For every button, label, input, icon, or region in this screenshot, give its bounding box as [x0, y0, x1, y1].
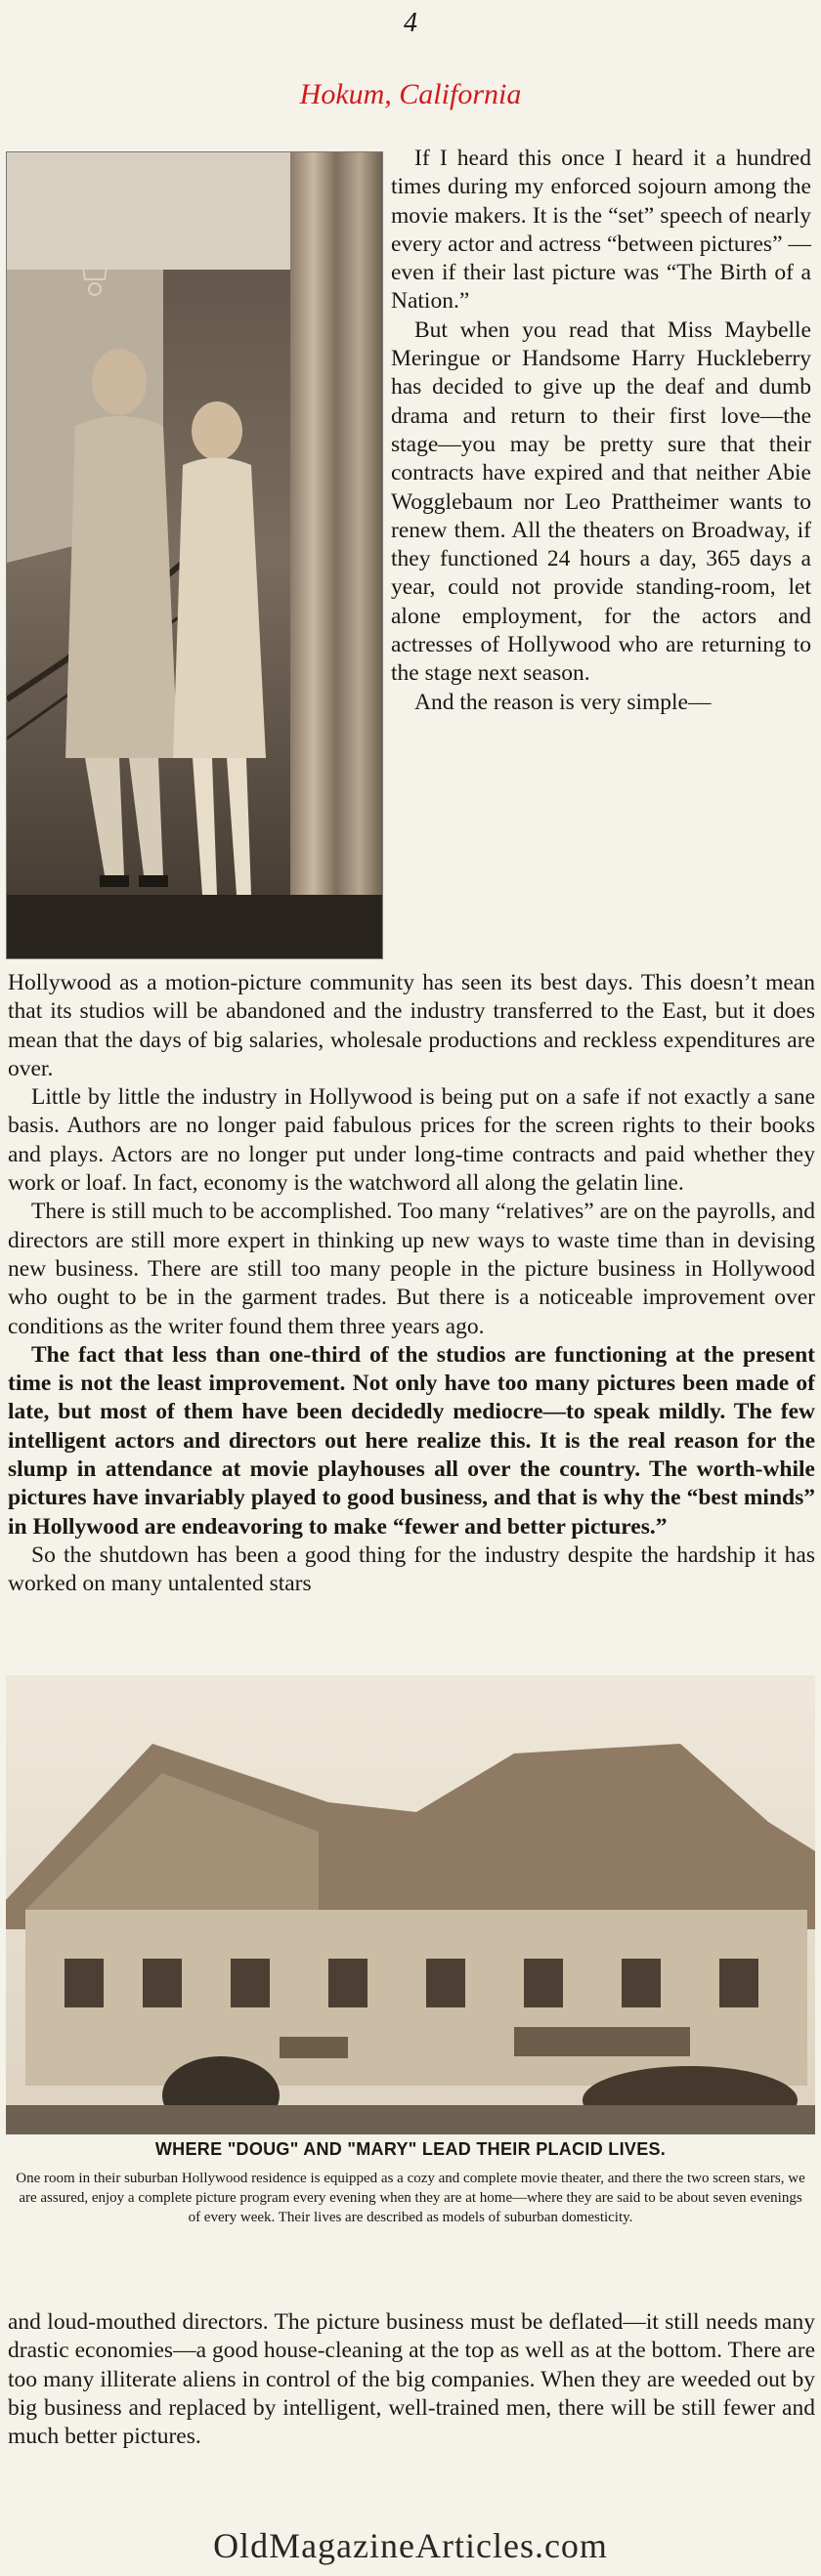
article-column-final [8, 2308, 815, 2451]
paragraph: Hollywood as a motion-picture community has seen its best days. This doesn’t mean that its studios will be abandoned and the industry transferred to the East, but it does mean that the days of big salaries, wholesale productions and reckless expenditures are over. [8, 970, 815, 1081]
photo-house [6, 1675, 815, 2134]
article-headline: Hokum, California [299, 78, 522, 110]
paragraph: So the shutdown has been a good thing for the industry despite the hardship it has worked on many untalented stars [8, 1541, 815, 1597]
paragraph: and loud-mouthed directors. The picture business must be deflated—it still needs many drastic economies—a good house-cleaning at the top as well as at the bottom. There are too many illiterate aliens in control of the big companies. When they are weeded out by big business and replaced by intelligent, well-trained men, there will be still fewer and much better pictures. [8, 2309, 815, 2450]
paragraph: There is still much to be accomplished. Too many “relatives” are on the payrolls, and directors are still more expert in thinking up new ways to waste time than in devising new business. There are still too many people in the picture business in Hollywood who ought to be in the garment trades. But there is a noticeable improvement over conditions as the writer found them three years ago. [8, 1199, 815, 1339]
article-column-full [8, 969, 815, 1599]
site-logo: OldMagazineArticles.com [213, 2526, 608, 2565]
photo-caption-title: WHERE "DOUG" AND "MARY" LEAD THEIR PLACID LIVES. [154, 2139, 667, 2159]
paragraph: The fact that less than one-third of the studios are functioning at the present time is not the least improvement. Not only have too many pictures been made of late, but most of them have been decidedly mediocre—to speak mildly. The few intelligent actors and directors out here realize this. It is the real reason for the slump in attendance at movie playhouses all over the country. The worth-while pictures have invariably played to good business, and that is why the “best minds” in Hollywood are endeavoring to make “fewer and better pictures.” [8, 1341, 815, 1540]
paragraph: Little by little the industry in Hollywood is being put on a safe if not exactly a sane basis. Authors are no longer paid fabulous prices for the screen rights to their books and plays. Actors are no longer put under long-time contracts and paid whether they work or loaf. In fact, economy is the watchword all along the gelatin line. [8, 1084, 815, 1197]
article-column-right [391, 145, 811, 717]
page-number: 4 [404, 8, 417, 38]
photo-caption-body: One room in their suburban Hollywood residence is equipped as a cozy and complete movie theater, and there the two screen stars, we are assured, enjoy a complete picture program every evening when they are at home—where they are said to be about seven evenings of every week. Their lives are described as models of suburban domesticity. [16, 2171, 805, 2225]
photo-couple-staircase [6, 151, 383, 959]
paragraph: If I heard this once I heard it a hundred times during my enforced sojourn among the movie makers. It is the “set” speech of nearly every actor and actress “between pictures” — even if their last picture was “The Birth of a Nation.” [391, 146, 811, 315]
paragraph: But when you read that Miss Maybelle Meringue or Handsome Harry Huckleberry has decided to give up the deaf and dumb drama and return to their first love—the stage—you may be pretty sure that their contracts have expired and that neither Abie Wogglebaum nor Leo Prattheimer wants to renew them. All the theaters on Broadway, if they functioned 24 hours a day, 365 days a year, could not provide standing-room, let alone employment, for the actors and actresses of Hollywood who are returning to the stage next season. [391, 317, 811, 687]
paragraph: And the reason is very simple— [414, 689, 712, 715]
